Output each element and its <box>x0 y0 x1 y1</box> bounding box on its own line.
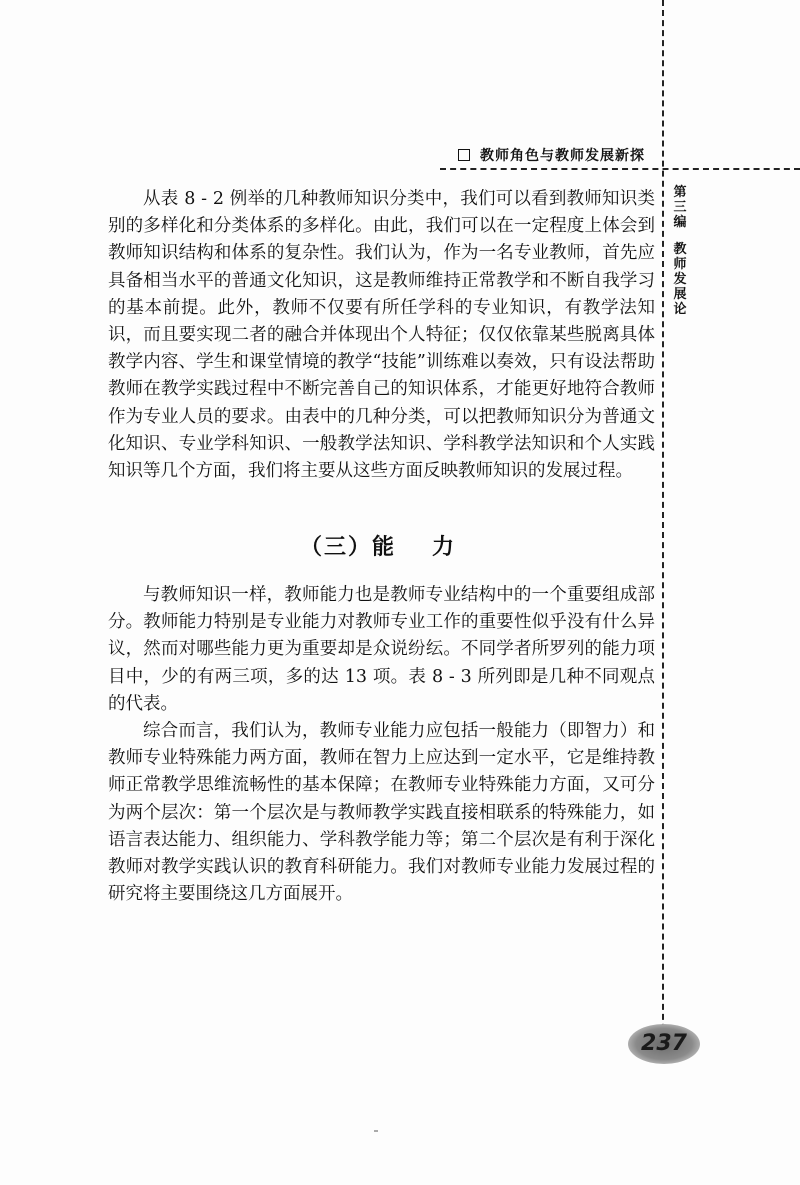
body-text-block-1 <box>108 186 655 485</box>
side-title-char: 教 <box>673 242 687 257</box>
side-part-char: 编 <box>673 215 687 230</box>
scan-speck <box>374 1130 378 1132</box>
header-dashed-rule <box>440 168 800 170</box>
body-text-block-2 <box>108 582 655 908</box>
side-part-label <box>670 185 690 317</box>
side-title-char: 发 <box>673 272 687 287</box>
paragraph: 综合而言，我们认为，教师专业能力应包括一般能力（即智力）和教师专业特殊能力两方面，教师在智力上应达到一定水平，它是维持教师正常教学思维流畅性的基本保障；在教师专业特殊能力方面，又可分为两个层次：第一个层次是与教师教学实践直接相联系的特殊能力，如语言表达能力、组织能力、学科教学能力等；第二个层次是有利于深化教师对教学实践认识的教育科研能力。我们对教师专业能力发展过程的研究将主要围绕这几方面展开。 <box>108 721 655 905</box>
running-title: 教师角色与教师发展新探 <box>480 148 645 164</box>
section-title-char: 力 <box>432 535 457 560</box>
side-part-char: 第 <box>673 185 687 200</box>
page-number: 237 <box>641 1031 687 1056</box>
section-number: （三） <box>300 535 373 560</box>
running-header <box>458 145 645 165</box>
section-title-char: 能 <box>372 535 397 560</box>
paragraph: 与教师知识一样，教师能力也是教师专业结构中的一个重要组成部分。教师能力特别是专业能力对教师专业工作的重要性似乎没有什么异议，然而对哪些能力更为重要却是众说纷纭。不同学者所罗列的能力项目中，少的有两三项，多的达 13 项。表 8 - 3 所列即是几种不同观点的代表。 <box>108 585 655 714</box>
page-number-badge <box>628 1024 700 1064</box>
vertical-dashed-rule <box>662 0 664 1050</box>
side-part-char: 三 <box>673 200 687 215</box>
side-title-char: 展 <box>673 287 687 302</box>
section-heading <box>300 530 456 561</box>
side-title-char: 师 <box>673 257 687 272</box>
paragraph: 从表 8 - 2 例举的几种教师知识分类中，我们可以看到教师知识类别的多样化和分类体系的多样化。由此，我们可以在一定程度上体会到教师知识结构和体系的复杂性。我们认为，作为一名专业教师，首先应具备相当水平的普通文化知识，这是教师维持正常教学和不断自我学习的基本前提。此外，教师不仅要有所任学科的专业知识，有教学法知识，而且要实现二者的融合并体现出个人特征；仅仅依靠某些脱离具体教学内容、学生和课堂情境的教学“技能”训练难以奏效，只有设法帮助教师在教学实践过程中不断完善自己的知识体系，才能更好地符合教师作为专业人员的要求。由表中的几种分类，可以把教师知识分为普通文化知识、专业学科知识、一般教学法知识、学科教学法知识和个人实践知识等几个方面，我们将主要从这些方面反映教师知识的发展过程。 <box>108 189 655 482</box>
square-bullet-icon <box>458 149 470 161</box>
side-title-char: 论 <box>673 302 687 317</box>
